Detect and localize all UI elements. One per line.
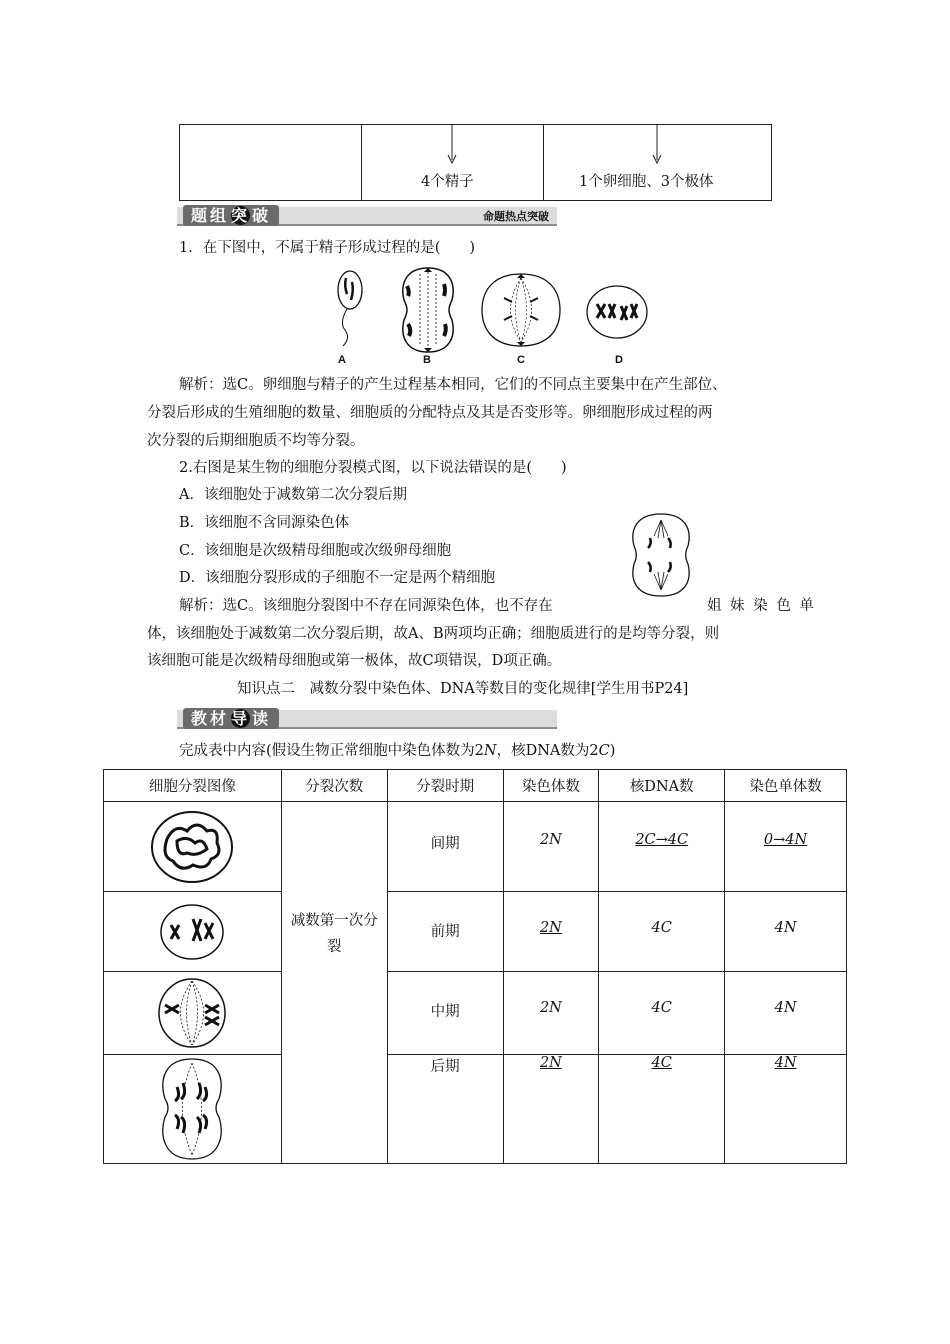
chrom-cell: 2N	[503, 1055, 599, 1164]
cell-image-prophase	[104, 892, 282, 972]
q2-analysis-line-1-right: 姐 妹 染 色 单	[707, 598, 816, 614]
cell-image-metaphase	[104, 972, 282, 1055]
q2-anaphase-cell-figure	[628, 512, 694, 598]
anaphase-cell-b-figure	[398, 266, 458, 354]
q2-option-b: B．该细胞不含同源染色体	[179, 515, 350, 531]
phase-cell: 前期	[387, 892, 503, 972]
figure-label-b: B	[423, 354, 431, 366]
metaphase-cell-figure	[155, 975, 229, 1051]
table-header-cell: 染色单体数	[725, 770, 847, 802]
banner-title-pre: 教材	[191, 709, 230, 728]
banner-title-highlight: 导	[231, 709, 251, 728]
figure-label-d: D	[615, 354, 623, 366]
q1-analysis-line-2: 分裂后形成的生殖细胞的数量、细胞质的分配特点及其是否变形等。卵细胞形成过程的两	[147, 405, 713, 421]
division-cell	[281, 802, 387, 1164]
q1-stem: 1．在下图中，不属于精子形成过程的是( )	[179, 240, 476, 256]
phase-cell: 间期	[387, 802, 503, 892]
figure-label-c: C	[517, 354, 525, 366]
section-2-title: 知识点二 减数分裂中染色体、DNA等数目的变化规律[学生用书P24]	[237, 681, 689, 697]
table-header-cell: 染色体数	[503, 770, 599, 802]
banner-title-pre: 题组	[191, 206, 230, 225]
dna-cell: 4C	[599, 1055, 725, 1164]
table-row	[104, 892, 847, 972]
section-banner-problem-group	[177, 207, 557, 226]
figure-label-a: A	[338, 354, 346, 366]
division-text: 减数第一次分裂	[290, 913, 378, 955]
q2-analysis-line-2: 体，该细胞处于减数第二次分裂后期，故A、B两项均正确；细胞质进行的是均等分裂，则	[147, 626, 720, 642]
chromatid-cell: 0→4N	[725, 802, 847, 892]
prophase-cell-figure	[157, 901, 227, 963]
table-header-cell: 细胞分裂图像	[104, 770, 282, 802]
q2-analysis-line-3: 该细胞可能是次级精母细胞或第一极体，故C项错误，D项正确。	[147, 653, 562, 669]
chromatid-cell: 4N	[725, 892, 847, 972]
q1-analysis-line-1: 解析：选C。卵细胞与精子的产生过程基本相同，它们的不同点主要集中在产生部位、	[179, 377, 727, 393]
table-header-row	[104, 770, 847, 802]
q1-analysis-line-3: 次分裂的后期细胞质不均等分裂。	[147, 433, 365, 449]
banner-title-post: 读	[252, 709, 272, 728]
table-row	[104, 802, 847, 892]
metaphase-cell-d-figure	[585, 284, 649, 340]
table-header-cell: 核DNA数	[599, 770, 725, 802]
meiosis-change-table	[103, 769, 847, 1164]
table-row	[104, 1055, 847, 1164]
chrom-cell: 2N	[503, 972, 599, 1055]
q2-option-c: C．该细胞是次级精母细胞或次级卵母细胞	[179, 543, 452, 559]
anaphase-cell-figure	[157, 1057, 227, 1161]
interphase-cell-figure	[147, 809, 237, 885]
phase-cell: 后期	[387, 1055, 503, 1164]
dna-cell: 2C→4C	[599, 802, 725, 892]
dna-cell: 4C	[599, 972, 725, 1055]
table-header-cell: 分裂时期	[387, 770, 503, 802]
table-header-cell: 分裂次数	[281, 770, 387, 802]
q2-analysis-line-1-left: 解析：选C。该细胞分裂图中不存在同源染色体，也不存在	[179, 598, 553, 614]
cell-image-interphase	[104, 802, 282, 892]
banner-title-highlight: 突	[231, 206, 251, 225]
table-intro: 完成表中内容(假设生物正常细胞中染色体数为2N，核DNA数为2C)	[179, 743, 616, 759]
chromatid-cell: 4N	[725, 972, 847, 1055]
banner-title	[183, 708, 279, 729]
q2-option-d: D．该细胞分裂形成的子细胞不一定是两个精细胞	[179, 570, 496, 586]
q2-stem: 2.右图是某生物的细胞分裂模式图，以下说法错误的是( )	[179, 460, 567, 476]
phase-cell: 中期	[387, 972, 503, 1055]
table-row	[104, 972, 847, 1055]
anaphase-cell-c-figure	[480, 272, 562, 348]
banner-title	[183, 205, 279, 226]
flow-egg-text: 1个卵细胞、3个极体	[579, 174, 714, 190]
cell-image-anaphase	[104, 1055, 282, 1164]
banner-title-post: 破	[252, 206, 272, 225]
down-arrow-icon	[645, 124, 669, 166]
q2-option-a: A．该细胞处于减数第二次分裂后期	[179, 487, 407, 503]
dna-cell: 4C	[599, 892, 725, 972]
sperm-cell-figure	[325, 268, 371, 348]
chrom-cell: 2N	[503, 892, 599, 972]
chrom-cell: 2N	[503, 802, 599, 892]
chromatid-cell: 4N	[725, 1055, 847, 1164]
flow-sperm-text: 4个精子	[421, 174, 474, 190]
flow-box-left	[179, 124, 362, 201]
section-banner-textbook-guide	[177, 710, 557, 729]
down-arrow-icon	[440, 124, 464, 166]
banner-subtitle: 命题热点突破	[483, 210, 549, 223]
